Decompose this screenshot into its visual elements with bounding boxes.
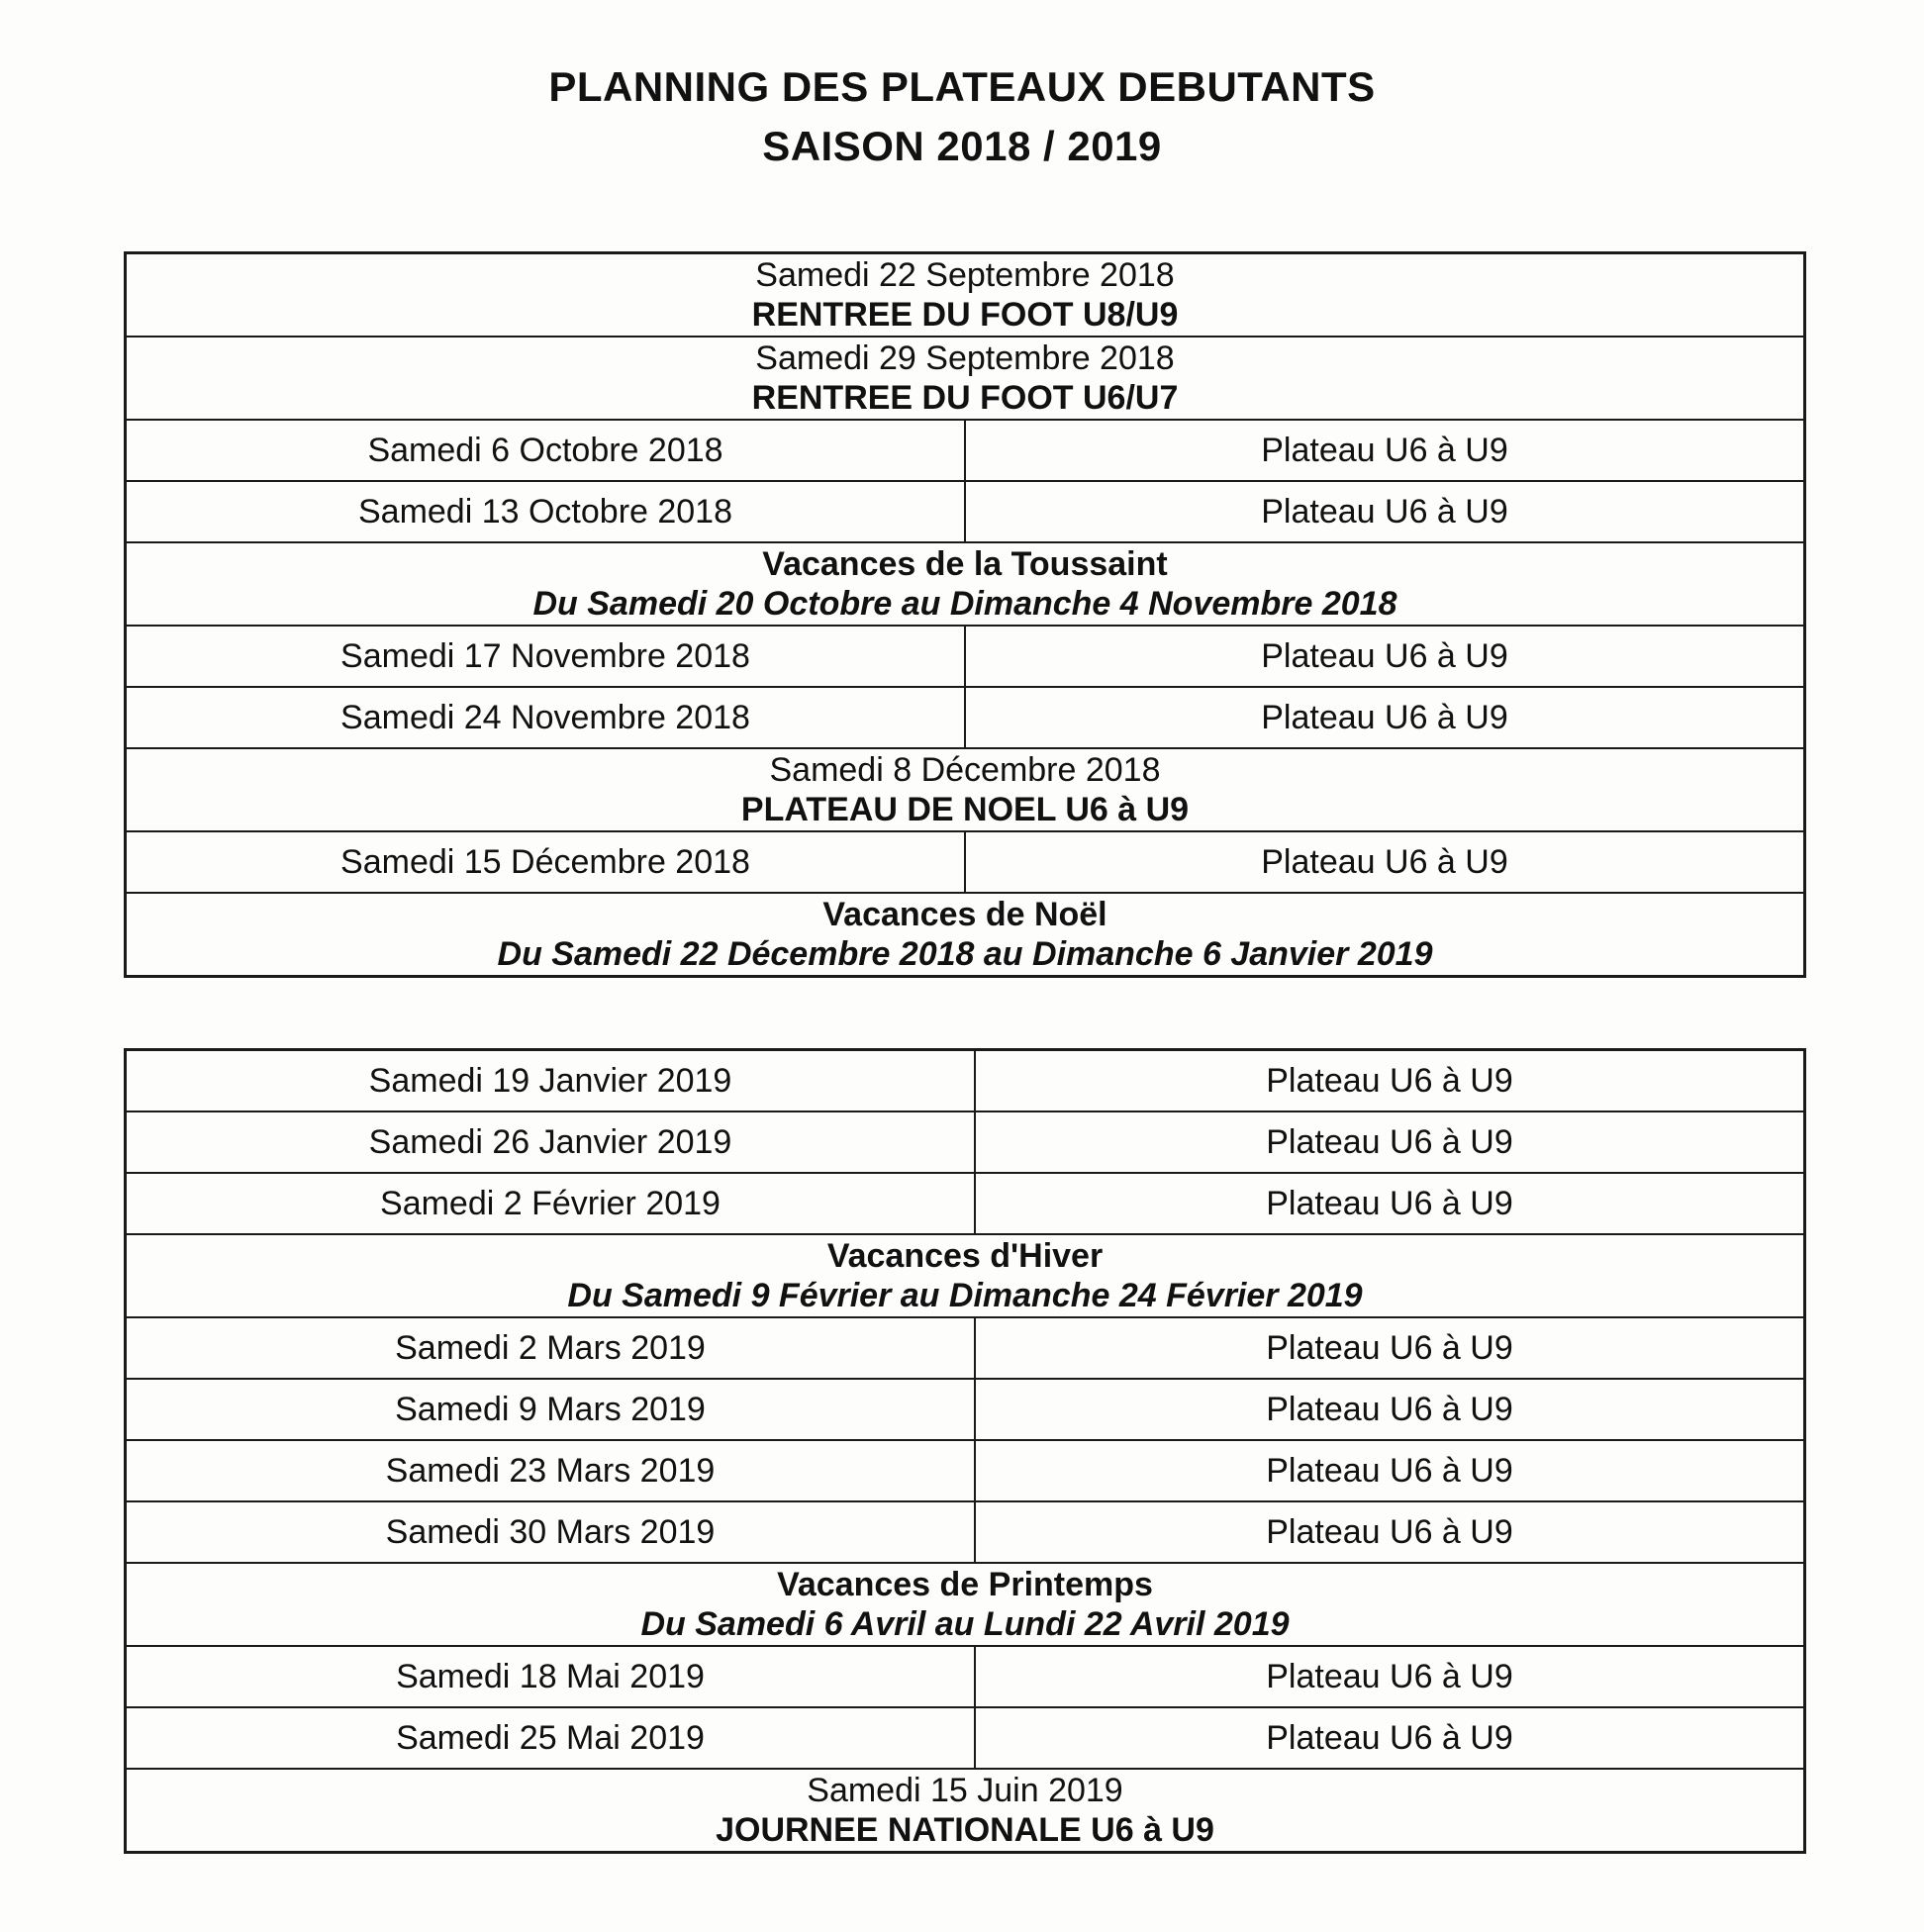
date-cell: Samedi 17 Novembre 2018 — [126, 626, 966, 687]
plateau-cell: Plateau U6 à U9 — [965, 831, 1805, 893]
date-cell: Samedi 26 Janvier 2019 — [126, 1111, 976, 1173]
plateau-cell: Plateau U6 à U9 — [965, 687, 1805, 748]
page-title: PLANNING DES PLATEAUX DEBUTANTS — [548, 63, 1376, 110]
event-line-secondary: JOURNEE NATIONALE U6 à U9 — [716, 1811, 1214, 1849]
schedule-row — [126, 831, 1805, 893]
schedule-row — [126, 626, 1805, 687]
event-row — [126, 893, 1805, 977]
date-cell: Samedi 18 Mai 2019 — [126, 1646, 976, 1707]
schedule-row — [126, 1379, 1805, 1440]
date-cell: Samedi 2 Mars 2019 — [126, 1317, 976, 1379]
plateau-cell: Plateau U6 à U9 — [965, 420, 1805, 481]
event-line-primary: Samedi 15 Juin 2019 — [807, 1772, 1123, 1809]
schedule-row — [126, 1173, 1805, 1234]
event-line-secondary: Du Samedi 9 Février au Dimanche 24 Février 2019 — [567, 1277, 1363, 1314]
event-line-secondary: Du Samedi 20 Octobre au Dimanche 4 Novembre 2018 — [532, 585, 1397, 623]
event-line-primary: Samedi 29 Septembre 2018 — [755, 339, 1175, 377]
plateau-cell: Plateau U6 à U9 — [975, 1707, 1805, 1769]
event-line-primary: Vacances de Noël — [822, 896, 1107, 933]
event-cell — [126, 748, 1805, 831]
event-row — [126, 542, 1805, 626]
event-line-secondary: Du Samedi 6 Avril au Lundi 22 Avril 2019 — [640, 1605, 1290, 1643]
event-cell — [126, 337, 1805, 420]
schedule-row — [126, 1317, 1805, 1379]
date-cell: Samedi 13 Octobre 2018 — [126, 481, 966, 542]
schedule-row — [126, 420, 1805, 481]
event-line-primary: Vacances d'Hiver — [826, 1237, 1104, 1275]
plateau-cell: Plateau U6 à U9 — [975, 1111, 1805, 1173]
season-subtitle: SAISON 2018 / 2019 — [762, 123, 1162, 169]
event-cell — [126, 1769, 1805, 1853]
plateau-cell: Plateau U6 à U9 — [975, 1173, 1805, 1234]
schedule-row — [126, 1111, 1805, 1173]
schedule-row — [126, 687, 1805, 748]
date-cell: Samedi 6 Octobre 2018 — [126, 420, 966, 481]
event-row — [126, 1563, 1805, 1646]
date-cell: Samedi 23 Mars 2019 — [126, 1440, 976, 1501]
date-cell: Samedi 24 Novembre 2018 — [126, 687, 966, 748]
schedule-table-autumn — [124, 251, 1806, 978]
schedule-row — [126, 1501, 1805, 1563]
event-line-secondary: RENTREE DU FOOT U8/U9 — [751, 296, 1179, 334]
schedule-row — [126, 1050, 1805, 1112]
event-row — [126, 1234, 1805, 1317]
date-cell: Samedi 30 Mars 2019 — [126, 1501, 976, 1563]
plateau-cell: Plateau U6 à U9 — [965, 626, 1805, 687]
date-cell: Samedi 25 Mai 2019 — [126, 1707, 976, 1769]
event-cell — [126, 253, 1805, 338]
schedule-row — [126, 1707, 1805, 1769]
date-cell: Samedi 9 Mars 2019 — [126, 1379, 976, 1440]
event-cell — [126, 1234, 1805, 1317]
event-cell — [126, 542, 1805, 626]
schedule-row — [126, 1440, 1805, 1501]
event-row — [126, 748, 1805, 831]
event-row — [126, 253, 1805, 338]
plateau-cell: Plateau U6 à U9 — [975, 1440, 1805, 1501]
plateau-cell: Plateau U6 à U9 — [965, 481, 1805, 542]
event-line-primary: Vacances de la Toussaint — [762, 545, 1168, 583]
event-line-primary: Samedi 22 Septembre 2018 — [755, 256, 1175, 294]
date-cell: Samedi 2 Février 2019 — [126, 1173, 976, 1234]
date-cell: Samedi 19 Janvier 2019 — [126, 1050, 976, 1112]
schedule-row — [126, 481, 1805, 542]
event-line-secondary: PLATEAU DE NOEL U6 à U9 — [740, 791, 1190, 828]
date-cell: Samedi 15 Décembre 2018 — [126, 831, 966, 893]
event-cell — [126, 893, 1805, 977]
plateau-cell: Plateau U6 à U9 — [975, 1646, 1805, 1707]
event-line-primary: Samedi 8 Décembre 2018 — [769, 751, 1161, 789]
event-line-secondary: RENTREE DU FOOT U6/U7 — [751, 379, 1179, 417]
event-row — [126, 337, 1805, 420]
schedule-row — [126, 1646, 1805, 1707]
plateau-cell: Plateau U6 à U9 — [975, 1501, 1805, 1563]
schedule-table-spring — [124, 1048, 1806, 1854]
event-cell — [126, 1563, 1805, 1646]
plateau-cell: Plateau U6 à U9 — [975, 1050, 1805, 1112]
plateau-cell: Plateau U6 à U9 — [975, 1317, 1805, 1379]
event-row — [126, 1769, 1805, 1853]
event-line-primary: Vacances de Printemps — [777, 1566, 1153, 1603]
event-line-secondary: Du Samedi 22 Décembre 2018 au Dimanche 6 Janvier 2019 — [497, 935, 1433, 973]
plateau-cell: Plateau U6 à U9 — [975, 1379, 1805, 1440]
